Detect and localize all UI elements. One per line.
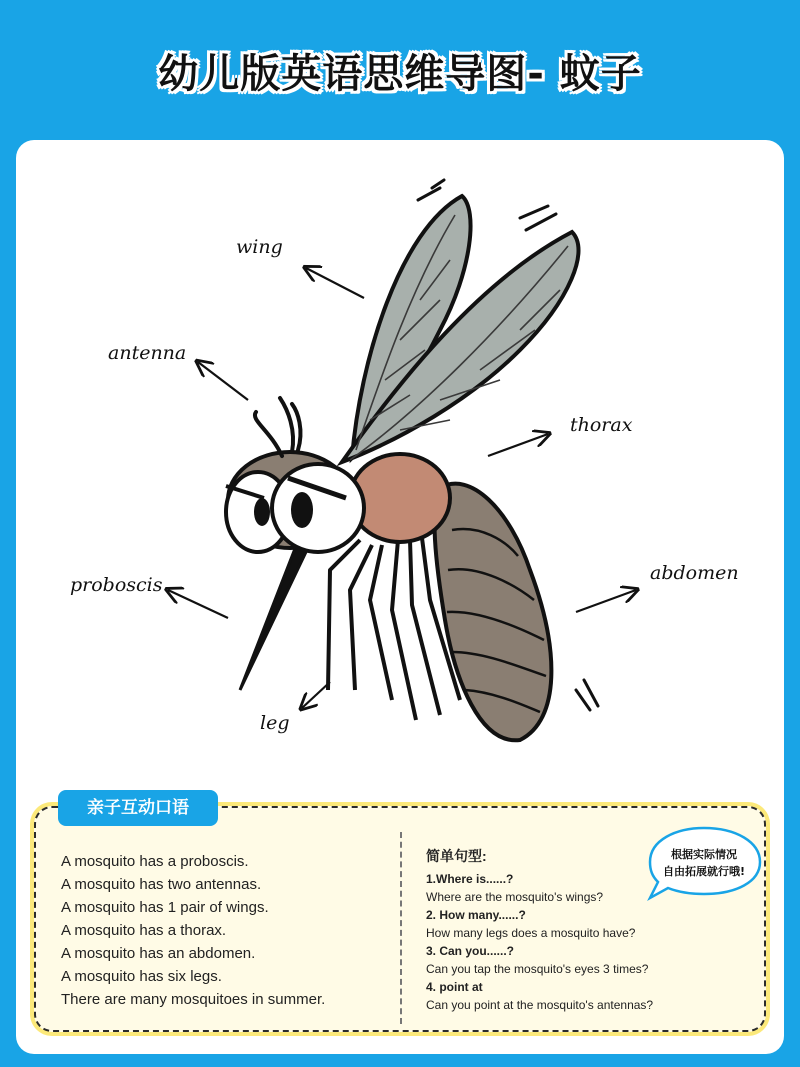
bubble-line: 自由拓展就行哦! (662, 865, 746, 878)
proboscis-shape (240, 546, 306, 690)
pattern-question: Can you point at the mosquito's antennas? (426, 998, 654, 1012)
pattern-label: 1.Where is......? (426, 872, 514, 886)
label-thorax: thorax (570, 414, 633, 436)
column-divider (400, 832, 402, 1024)
pattern-label: 3. Can you......? (426, 944, 515, 958)
eye-right (272, 464, 364, 552)
label-wing: wing (236, 236, 283, 258)
thorax-shape (350, 454, 450, 542)
speech-bubble-text (652, 846, 756, 880)
pattern-label: 4. point at (426, 980, 483, 994)
sentence-item: A mosquito has a thorax. (61, 922, 227, 939)
pattern-question: Where are the mosquito's wings? (426, 890, 604, 904)
pattern-question: Can you tap the mosquito's eyes 3 times? (426, 962, 649, 976)
patterns-heading: 简单句型: (426, 848, 487, 864)
sentence-item: A mosquito has a proboscis. (61, 853, 249, 870)
sentence-item: A mosquito has six legs. (61, 968, 222, 985)
label-abdomen: abdomen (650, 562, 739, 584)
sentence-item: A mosquito has two antennas. (61, 876, 262, 893)
bubble-line: 根据实际情况 (671, 848, 737, 861)
label-antenna: antenna (108, 342, 187, 364)
interaction-tab: 亲子互动口语 (58, 790, 218, 826)
label-proboscis: proboscis (70, 574, 163, 596)
pattern-question: How many legs does a mosquito have? (426, 926, 636, 940)
sentence-item: A mosquito has 1 pair of wings. (61, 899, 269, 916)
sentence-item: There are many mosquitoes in summer. (61, 991, 326, 1008)
sentence-item: A mosquito has an abdomen. (61, 945, 256, 962)
page-title: 幼儿版英语思维导图- 蚊子 (158, 51, 642, 97)
label-leg: leg (260, 712, 290, 734)
pattern-label: 2. How many......? (426, 908, 526, 922)
sentence-list (61, 850, 391, 1011)
